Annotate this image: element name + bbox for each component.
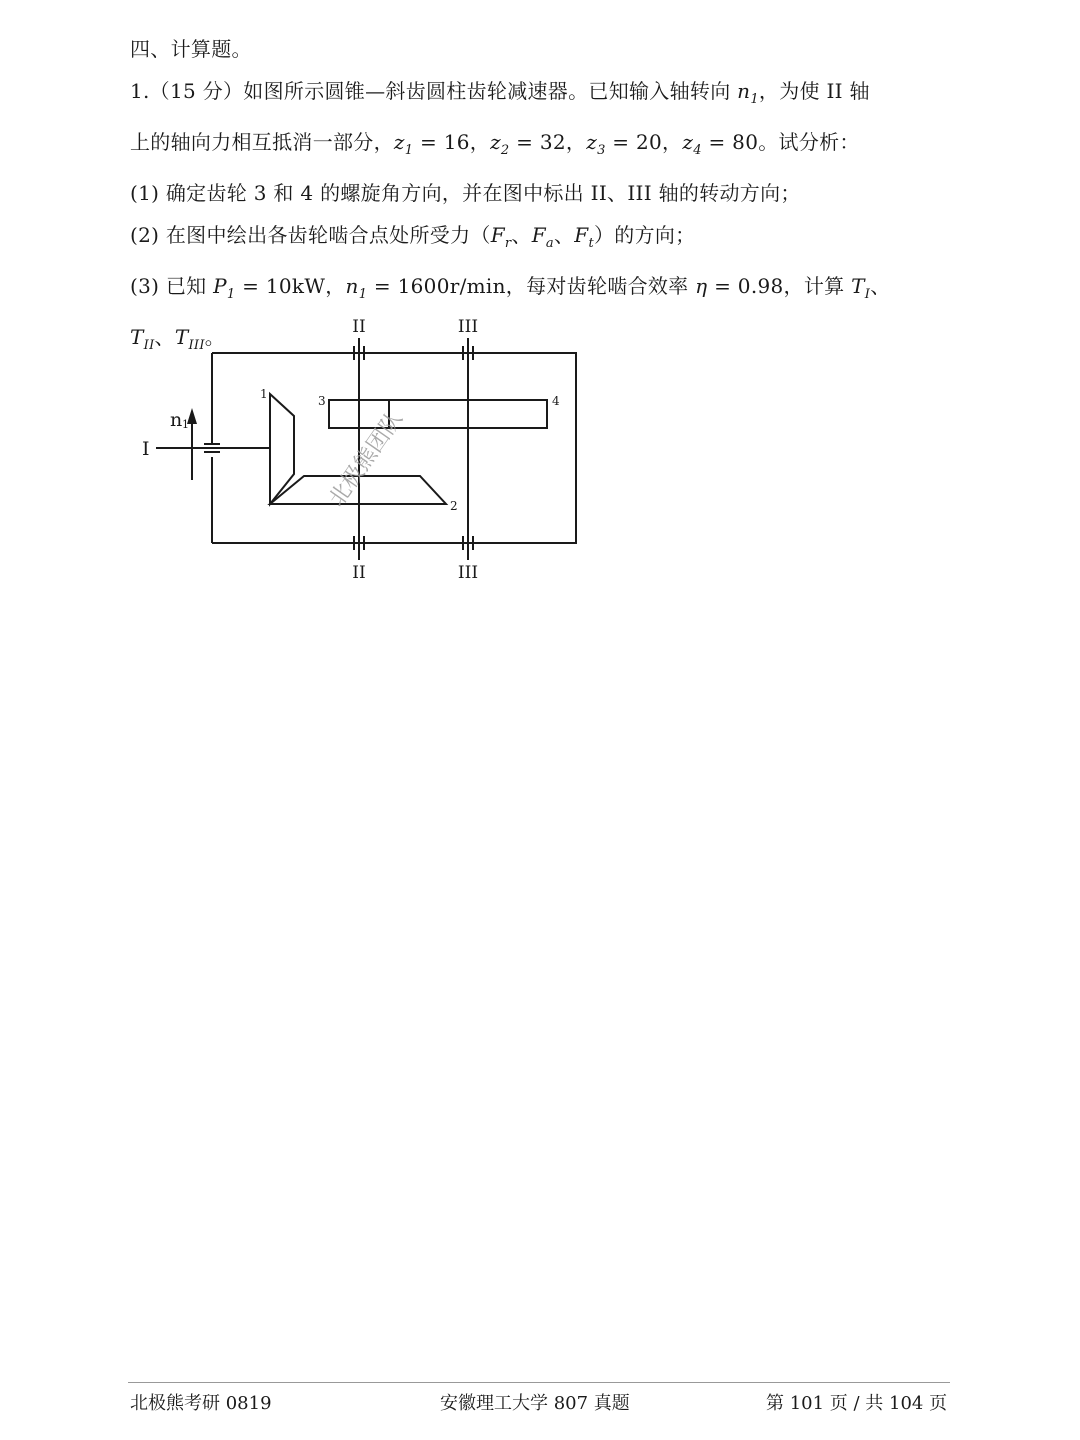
separator: 、 [553, 223, 575, 247]
z3-subscript: 3 [597, 143, 606, 158]
footer-divider [128, 1382, 950, 1383]
z2-variable: z [490, 130, 501, 154]
question-2 [130, 214, 960, 265]
label-n1: n [170, 409, 183, 431]
p1-variable: P [213, 274, 227, 298]
tii-variable: T [130, 325, 144, 349]
label-gear-2: 2 [450, 499, 458, 513]
section-heading: 四、计算题。 [130, 37, 252, 61]
problem-intro: 1.（15 分）如图所示圆锥—斜齿圆柱齿轮减速器。已知输入轴转向 [130, 79, 738, 103]
label-gear-1: 1 [260, 387, 268, 401]
question-3-end: 。 [204, 325, 226, 349]
ft-variable: F [574, 223, 589, 247]
question-3-text: (3) 已知 [130, 274, 214, 298]
helical-gears [329, 400, 547, 428]
diagram-svg [130, 310, 600, 600]
fr-variable: F [490, 223, 505, 247]
problem-line-1 [130, 70, 960, 121]
n1-variable-q3: n [345, 274, 359, 298]
z3-variable: z [586, 130, 598, 154]
n1-value: = 1600r/min，每对齿轮啮合效率 [367, 274, 696, 298]
label-gear-3: 3 [318, 394, 326, 408]
z1-value: = 16， [413, 130, 491, 154]
ti-variable: T [851, 274, 865, 298]
label-shaft-I: I [142, 438, 150, 460]
label-n1-subscript: 1 [182, 418, 189, 431]
question-2-text: (2) 在图中绘出各齿轮啮合点处所受力（ [130, 223, 491, 247]
footer-page-number: 第 101 页 / 共 104 页 [766, 1393, 948, 1414]
p1-value: = 10kW， [235, 274, 346, 298]
problem-line-2 [130, 121, 960, 172]
label-shaft-II-bottom: II [352, 563, 366, 583]
question-2-end: ）的方向； [593, 223, 696, 247]
separator: 、 [154, 325, 175, 349]
n1-variable: n [737, 79, 751, 103]
footer-center: 安徽理工大学 807 真题 [440, 1393, 630, 1414]
question-3 [130, 265, 960, 316]
label-gear-4: 4 [552, 394, 560, 408]
n1-subscript-q3: 1 [358, 287, 368, 302]
eta-value: = 0.98，计算 [707, 274, 852, 298]
separator: 、 [870, 274, 891, 298]
label-shaft-III-top: III [457, 317, 479, 337]
fa-variable: F [531, 223, 546, 247]
label-shaft-II-top: II [352, 317, 366, 337]
ti-subscript: I [864, 287, 871, 302]
helical-gear-pair [329, 400, 547, 428]
z2-subscript: 2 [500, 143, 510, 158]
separator: 、 [511, 223, 532, 247]
fr-subscript: r [504, 236, 512, 251]
tiii-subscript: III [188, 338, 205, 353]
problem-line-2-text: 上的轴向力相互抵消一部分， [130, 130, 394, 154]
z4-subscript: 4 [693, 143, 702, 158]
ft-subscript: t [588, 236, 594, 251]
z4-value: = 80。试分析： [701, 130, 860, 154]
fa-subscript: a [545, 236, 554, 251]
tii-subscript: II [143, 338, 155, 353]
z1-subscript: 1 [404, 143, 414, 158]
question-1: (1) 确定齿轮 3 和 4 的螺旋角方向，并在图中标出 II、III 轴的转动方向； [130, 181, 801, 205]
z3-value: = 20， [605, 130, 683, 154]
shaft-III [463, 338, 473, 560]
problem-intro-cont: ，为使 II 轴 [758, 79, 870, 103]
p1-subscript: 1 [226, 287, 236, 302]
eta-symbol: η [695, 274, 708, 298]
tiii-variable: T [174, 325, 189, 349]
footer-left: 北极熊考研 0819 [130, 1393, 272, 1414]
z4-variable: z [682, 130, 694, 154]
z1-variable: z [393, 130, 405, 154]
n1-subscript: 1 [750, 92, 759, 107]
gear-reducer-diagram [130, 310, 600, 600]
label-shaft-III-bottom: III [457, 563, 479, 583]
z2-value: = 32， [509, 130, 587, 154]
watermark-text: 北极熊团队 [324, 406, 409, 512]
